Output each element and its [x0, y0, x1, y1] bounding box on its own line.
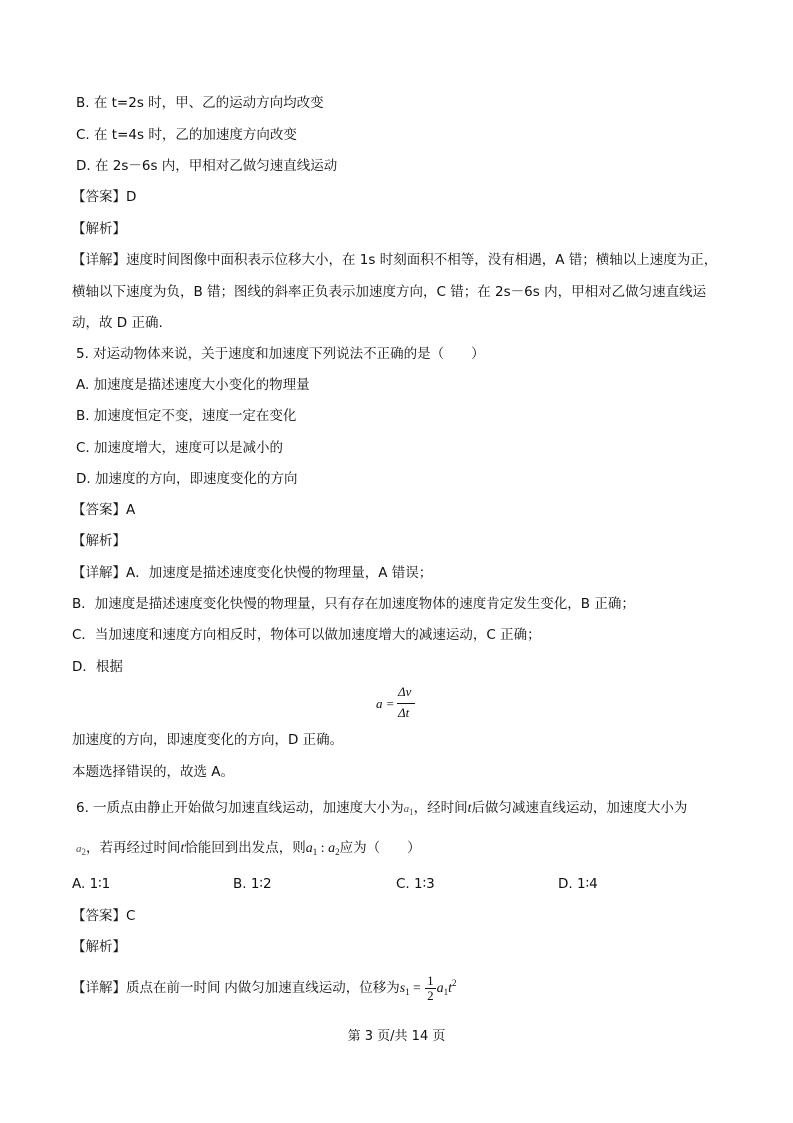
q6-s-sub: 1: [405, 987, 410, 997]
q5-after-formula: 加速度的方向，即速度变化的方向，D 正确。: [72, 732, 344, 748]
q6-stem-part-3: 后做匀减速直线运动，加速度大小为: [471, 800, 688, 816]
q6-detail-line: [72, 968, 456, 1007]
q4-detail-line-1: 【详解】速度时间图像中面积表示位移大小，在 1s 时刻面积不相等，没有相遇，A 错；横轴以上速度为正，: [72, 252, 718, 268]
q6-tail-a: a: [436, 981, 444, 996]
q6-a1-sub: 1: [409, 807, 414, 817]
q6-tail-t: t: [448, 981, 452, 996]
q6-option-a: A. 1∶1: [72, 876, 111, 892]
q5-detail-a: 【详解】A．加速度是描述速度变化快慢的物理量，A 错误；: [72, 565, 433, 581]
q6-option-c: C. 1∶3: [396, 876, 435, 892]
q6-option-d: D. 1∶4: [558, 876, 598, 892]
q5-conclusion: 本题选择错误的，故选 A。: [72, 764, 235, 780]
q6-a2-sub: 2: [81, 847, 86, 857]
q6-ratio-a2-sub: 2: [335, 847, 340, 857]
q6-stem-part-1: 6. 一质点由静止开始做匀加速直线运动，加速度大小为: [76, 800, 404, 816]
q6-a1t2: [436, 978, 457, 997]
q6-stem-part-6: 应为（ ）: [339, 840, 421, 856]
q6-stem-part-5: 恰能回到出发点，则: [184, 840, 306, 856]
q6-a1-symbol: [404, 803, 414, 815]
q6-t-symbol-2: t: [180, 840, 185, 855]
q6-analysis-heading: 【解析】: [72, 939, 126, 955]
q5-option-a: A. 加速度是描述速度大小变化的物理量: [76, 377, 310, 393]
q5-detail-d: D．根据: [72, 659, 123, 675]
formula-numerator: Δv: [398, 684, 412, 699]
formula-denominator: Δt: [398, 705, 410, 720]
q5-stem: 5. 对运动物体来说，关于速度和加速度下列说法不正确的是（ ）: [76, 346, 485, 362]
q6-ratio-a2: a: [328, 841, 336, 856]
q6-a2-symbol: [76, 843, 86, 855]
q4-option-d: D. 在 2s－6s 内，甲相对乙做匀速直线运动: [76, 158, 338, 174]
q4-detail-line-2: 横轴以下速度为负，B 错；图线的斜率正负表示加速度方向，C 错；在 2s－6s 内，甲相对乙做匀速直线运: [72, 284, 707, 300]
q6-frac-num: 1: [427, 972, 434, 988]
q6-ratio-a1-sub: 1: [312, 847, 318, 857]
q6-ratio-a1: a: [305, 841, 313, 856]
q6-stem-line-1: [76, 798, 687, 822]
q6-detail-t: t: [220, 980, 225, 995]
fraction-bar: [397, 703, 415, 704]
q5-option-b: B. 加速度恒定不变，速度一定在变化: [76, 408, 297, 424]
q5-detail-c: C．当加速度和速度方向相反时，物体可以做加速度增大的减速运动，C 正确；: [72, 627, 541, 643]
q6-a1: a: [403, 803, 410, 815]
q4-detail-line-3: 动，故 D 正确.: [72, 315, 163, 331]
q6-s1-symbol: [400, 981, 410, 996]
q5-detail-b: B．加速度是描述速度变化快慢的物理量，只有存在加速度物体的速度肯定发生变化，B 正确；: [72, 596, 635, 612]
q6-a2: a: [76, 843, 82, 855]
q6-option-b: B. 1∶2: [233, 876, 272, 892]
q5-answer: 【答案】A: [72, 502, 136, 518]
q6-ratio: [306, 841, 340, 856]
q4-option-c: C. 在 t=4s 时，乙的加速度方向改变: [76, 127, 297, 143]
q6-tail-sub: 1: [443, 987, 449, 997]
q4-option-b: B. 在 t=2s 时，甲、乙的运动方向均改变: [76, 95, 324, 111]
q6-stem-part-2: ，经时间: [413, 800, 468, 816]
q4-analysis-heading: 【解析】: [72, 221, 126, 237]
q6-answer: 【答案】C: [72, 908, 136, 924]
page-footer: 第 3 页/共 14 页: [347, 1029, 446, 1044]
q6-tail-sup: 2: [451, 978, 457, 988]
formula-lhs: a =: [376, 696, 395, 711]
q6-detail-prefix: 【详解】质点在前一时间: [72, 980, 221, 996]
q6-s: s: [399, 981, 406, 996]
q4-answer: 【答案】D: [72, 189, 137, 205]
q5-option-c: C. 加速度增大，速度可以是减小的: [76, 440, 284, 456]
q6-stem-part-4: ，若再经过时间: [86, 840, 181, 856]
acceleration-formula: [376, 684, 426, 724]
q5-option-d: D. 加速度的方向，即速度变化的方向: [76, 471, 298, 487]
q6-t-symbol: t: [467, 800, 472, 815]
q5-analysis-heading: 【解析】: [72, 533, 126, 549]
q6-equals: =: [409, 980, 425, 995]
q6-ratio-colon: :: [317, 841, 329, 856]
q6-stem-line-2: [76, 838, 421, 862]
q6-frac-den: 2: [427, 987, 434, 1003]
q6-one-half: [425, 974, 436, 1003]
q6-detail-mid: 内做匀加速直线运动，位移为: [224, 980, 400, 996]
